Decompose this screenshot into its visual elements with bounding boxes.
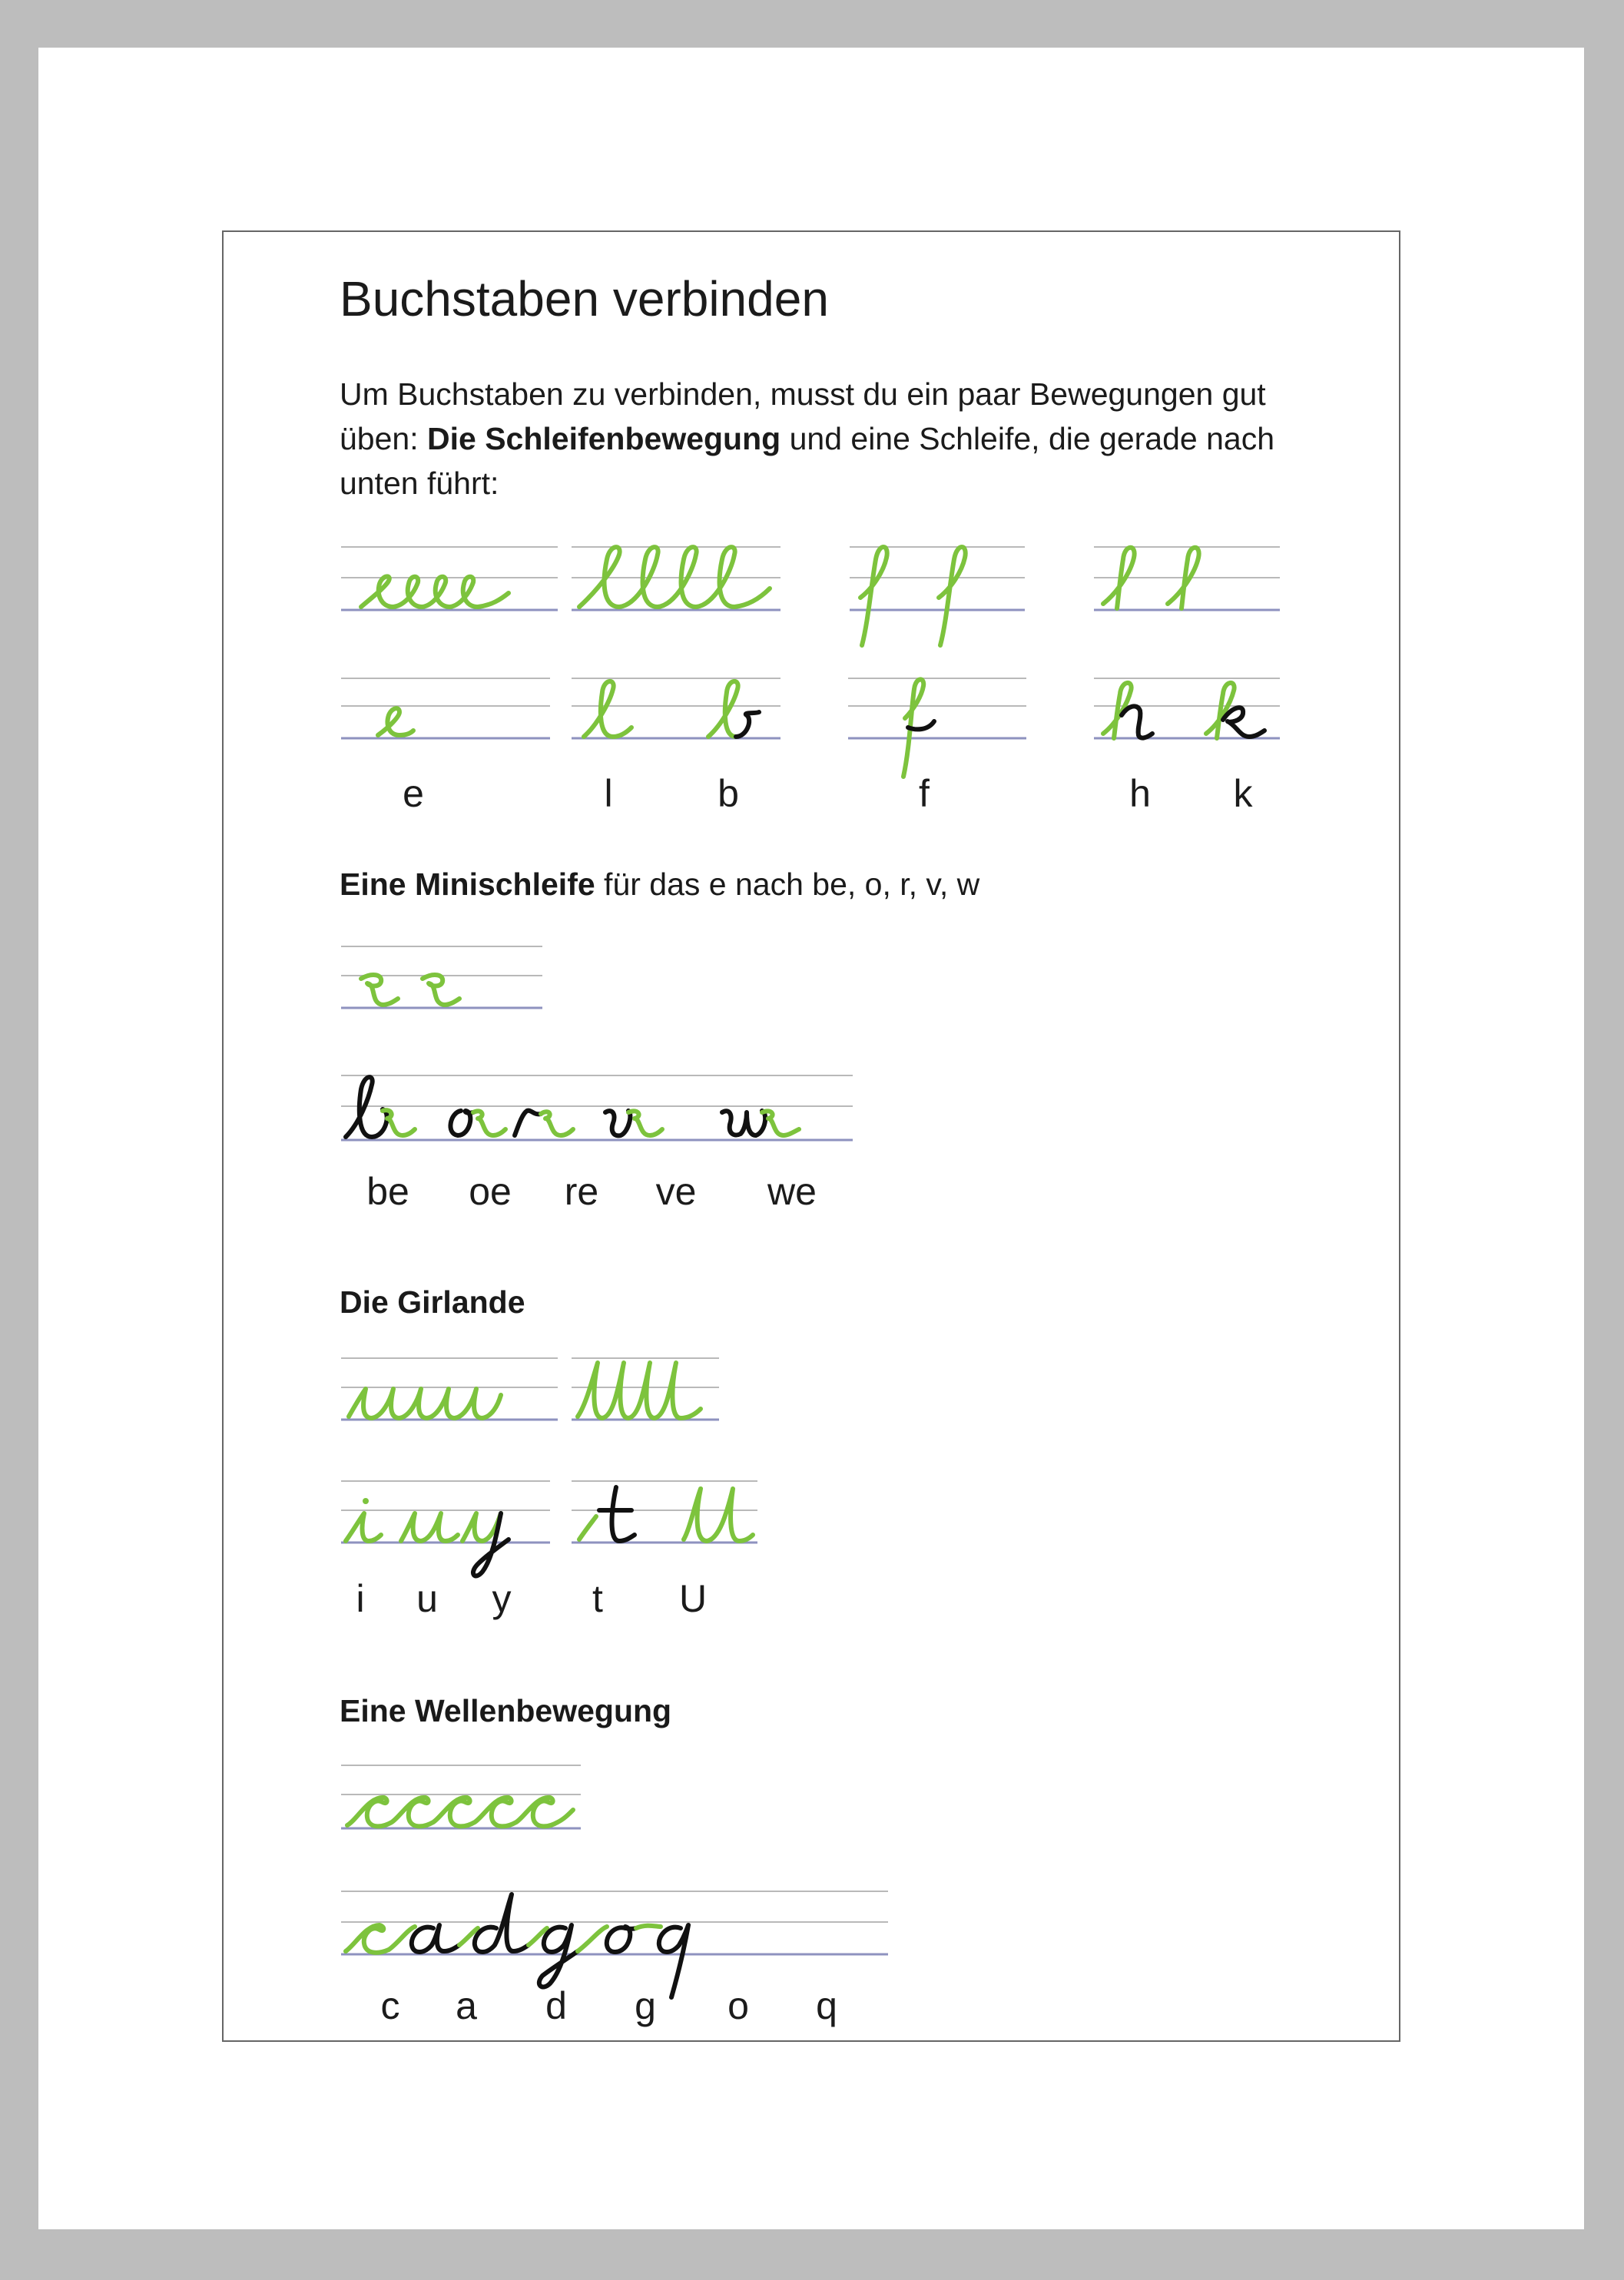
- label-g: g: [635, 1984, 656, 2027]
- label-U: U: [678, 1577, 708, 1620]
- practice-loops-f: [845, 538, 1029, 653]
- practice-girlande-u: [338, 1352, 561, 1429]
- label-c: c: [380, 1984, 400, 2027]
- label-t: t: [592, 1577, 603, 1620]
- page-title: Buchstaben verbinden: [340, 271, 829, 326]
- label-i: i: [356, 1577, 365, 1620]
- minischleife-rest: für das e nach be, o, r, v, w: [595, 867, 980, 902]
- label-h: h: [1129, 772, 1151, 815]
- letter-e-model: [338, 672, 553, 749]
- label-q: q: [816, 1984, 837, 2027]
- practice-loops-e: [338, 538, 561, 622]
- label-oe: oe: [469, 1170, 512, 1213]
- practice-loops-h: [1091, 538, 1283, 622]
- label-l: l: [604, 772, 613, 815]
- section-girlande-heading: Die Girlande: [340, 1284, 525, 1320]
- label-o: o: [727, 1984, 749, 2027]
- intro-text-1: Um Buchstaben zu verbinden, musst du ein paar Bewegungen gut üben:: [340, 376, 1266, 456]
- label-b: b: [718, 772, 739, 815]
- practice-c-a-d-g-o-q: [338, 1885, 891, 2000]
- intro-paragraph: [340, 372, 1292, 505]
- label-f: f: [919, 772, 930, 815]
- label-k: k: [1233, 772, 1253, 815]
- letter-f-model: [845, 672, 1029, 787]
- label-e: e: [403, 772, 424, 815]
- letters-i-u-y-model: [338, 1475, 553, 1582]
- label-d: d: [545, 1984, 567, 2027]
- letters-t-U-model: [568, 1475, 761, 1552]
- practice-minischleife: [338, 939, 545, 1016]
- section-wellenbewegung-heading: Eine Wellenbewegung: [340, 1693, 672, 1728]
- label-re: re: [564, 1170, 599, 1213]
- label-we: we: [767, 1170, 817, 1213]
- practice-be-oe-re-ve-we: [338, 1068, 860, 1152]
- label-a: a: [456, 1984, 477, 2027]
- label-be: be: [366, 1170, 409, 1213]
- practice-girlande-t: [568, 1352, 722, 1429]
- label-y: y: [492, 1577, 512, 1620]
- label-ve: ve: [655, 1170, 697, 1213]
- intro-text-2: und eine Schleife, die gerade nach unten führt:: [340, 421, 1275, 501]
- intro-bold: Die Schleifenbewegung: [427, 421, 781, 456]
- letter-h-k-model: [1091, 672, 1283, 749]
- practice-loops-l: [568, 538, 784, 622]
- letter-l-b-model: [568, 672, 784, 749]
- minischleife-bold: Eine Minischleife: [340, 867, 595, 902]
- section-minischleife-heading: [340, 867, 979, 903]
- practice-welle-c: [338, 1759, 584, 1836]
- label-u: u: [416, 1577, 438, 1620]
